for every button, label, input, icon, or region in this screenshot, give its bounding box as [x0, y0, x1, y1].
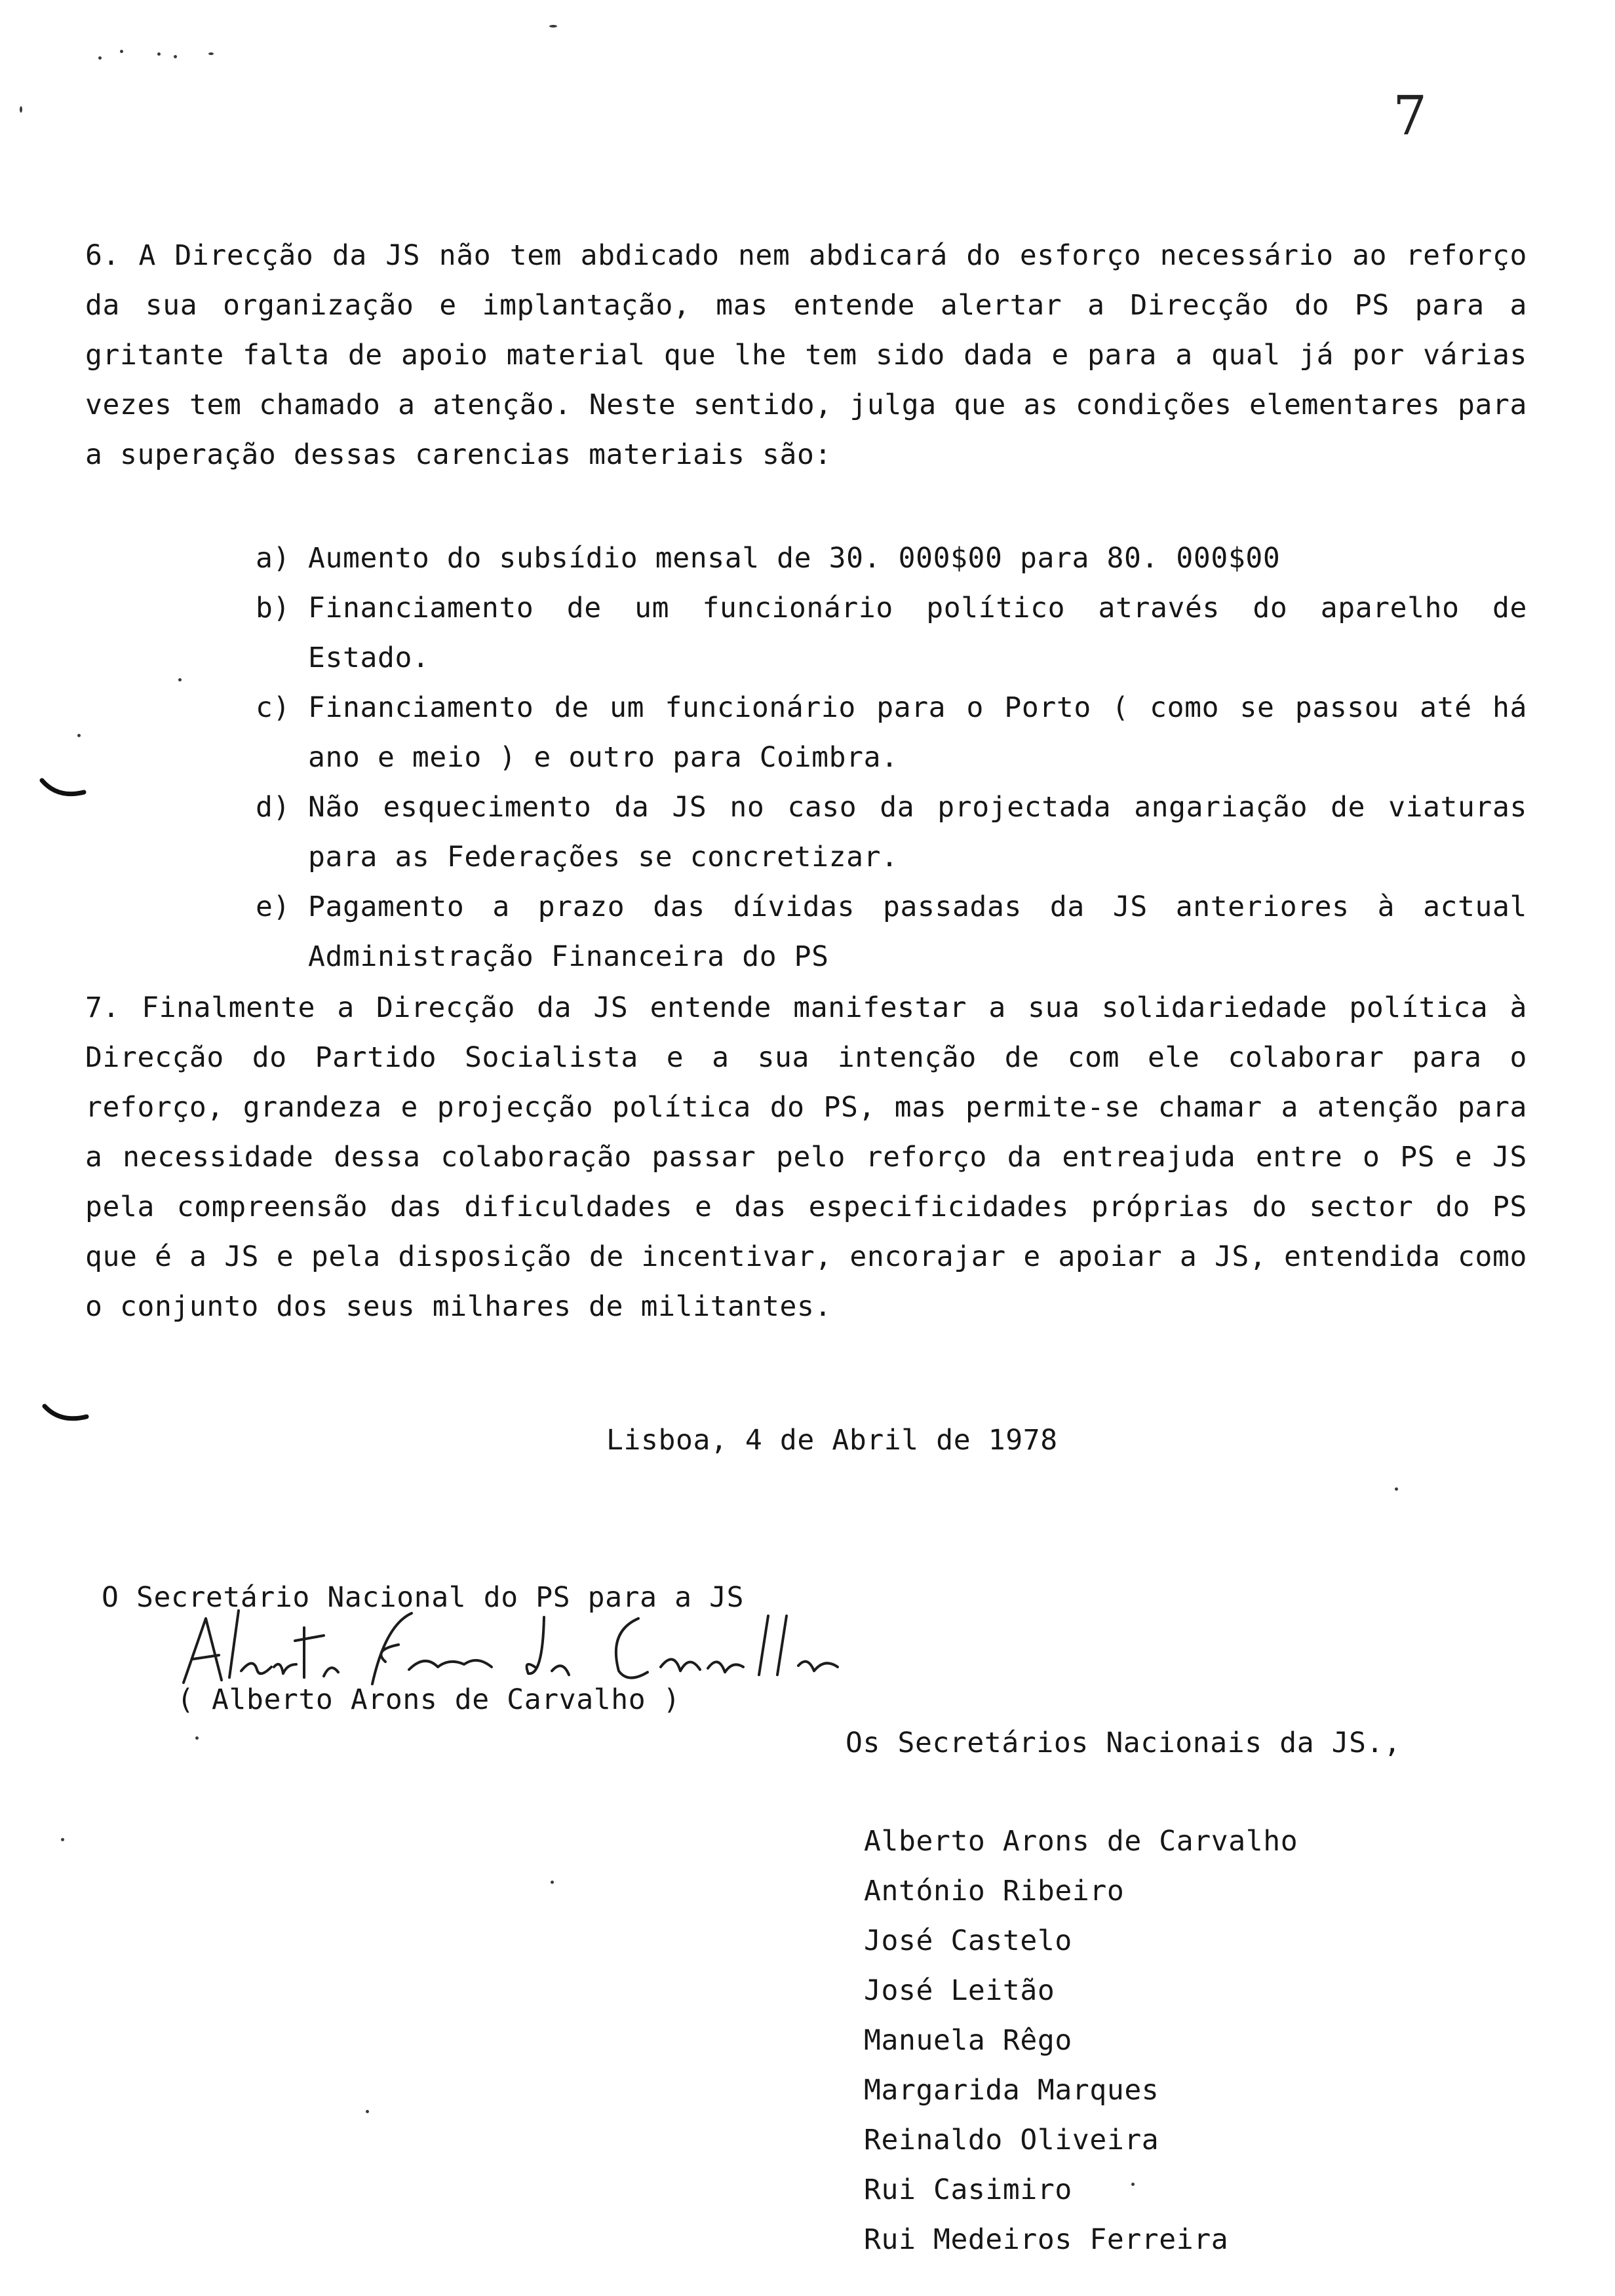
list-item: José Castelo — [864, 1924, 1072, 1957]
list-item: Rui Casimiro — [864, 2173, 1072, 2206]
scan-speck — [77, 734, 81, 737]
scan-speck — [20, 106, 22, 113]
page-number: 7 — [1393, 85, 1428, 147]
list-item-text: Não esquecimento da JS no caso da projectada angariação de viaturas para as Federações se concretizar. — [308, 791, 1527, 873]
list-item-text: Pagamento a prazo das dívidas passadas da JS anteriores à actual Administração Financeira do PS — [308, 890, 1527, 973]
list-item-text: Financiamento de um funcionário político através do aparelho de Estado. — [308, 592, 1527, 674]
list-item-b — [256, 583, 1527, 683]
list-item: Alberto Arons de Carvalho — [864, 1825, 1298, 1858]
date-line: Lisboa, 4 de Abril de 1978 — [606, 1424, 1058, 1457]
list-item: Reinaldo Oliveira — [864, 2124, 1159, 2156]
list-item-text: Aumento do subsídio mensal de 30. 000$00 para 80. 000$00 — [308, 542, 1281, 575]
scan-speck — [1131, 2183, 1135, 2186]
scan-speck — [366, 2110, 369, 2113]
scan-speck — [195, 1736, 199, 1740]
list-item-label: b) — [256, 592, 290, 624]
list-item: António Ribeiro — [864, 1875, 1125, 1907]
list-item-label: c) — [256, 691, 290, 724]
scan-speck — [157, 52, 161, 56]
list-item-label: d) — [256, 791, 290, 824]
list-item: José Leitão — [864, 1974, 1055, 2007]
punch-hole-mark — [41, 1402, 93, 1428]
ps-secretary-name: ( Alberto Arons de Carvalho ) — [177, 1683, 681, 1716]
scan-speck — [208, 52, 214, 55]
list-item: Rui Medeiros Ferreira — [864, 2223, 1229, 2256]
scan-speck — [120, 50, 123, 53]
list-item-d — [256, 782, 1527, 882]
list-item: Margarida Marques — [864, 2074, 1159, 2107]
list-item-label: e) — [256, 890, 290, 923]
paragraph-7: 7. Finalmente a Direcção da JS entende manifestar a sua solidariedade política à Direcção do Partido Socialista e a sua intenção de com ele colaborar para o reforço, grandeza e projecção política do PS, mas permite-se chamar a atenção para a necessidade dessa colaboração passar pelo reforço da entreajuda entre o PS e JS pela compreensão das dificuldades e das especificidades próprias do sector do PS que é a JS e pela disposição de incentivar, encorajar e apoiar a JS, entendida como o conjunto dos seus milhares de militantes. — [85, 991, 1527, 1323]
scan-speck — [61, 1838, 64, 1841]
scan-speck — [174, 55, 177, 58]
list-item-c — [256, 683, 1527, 782]
list-item-a — [256, 533, 1527, 583]
list-item-text: Financiamento de um funcionário para o Porto ( como se passou até há ano e meio ) e outro para Coimbra. — [308, 691, 1527, 774]
list-item-label: a) — [256, 542, 290, 575]
scan-speck — [1395, 1487, 1398, 1491]
list-item: Manuela Rêgo — [864, 2024, 1072, 2057]
scan-speck — [178, 678, 182, 681]
paragraph-6: 6. A Direcção da JS não tem abdicado nem abdicará do esforço necessário ao reforço da sua organização e implantação, mas entende alertar a Direcção do PS para a gritante falta de apoio material que lhe tem sido dada e para a qual já por várias vezes tem chamado a atenção. Neste sentido, julga que as condições elementares para a superação dessas carencias materiais são: — [85, 239, 1527, 471]
punch-hole-mark — [38, 776, 90, 803]
scan-speck — [551, 1881, 554, 1884]
list-item-e — [256, 882, 1527, 982]
ps-secretary-title: O Secretário Nacional do PS para a JS — [102, 1581, 745, 1614]
scan-speck — [98, 56, 102, 60]
js-secretaries-title: Os Secretários Nacionais da JS., — [846, 1727, 1401, 1759]
scan-speck — [549, 25, 557, 28]
